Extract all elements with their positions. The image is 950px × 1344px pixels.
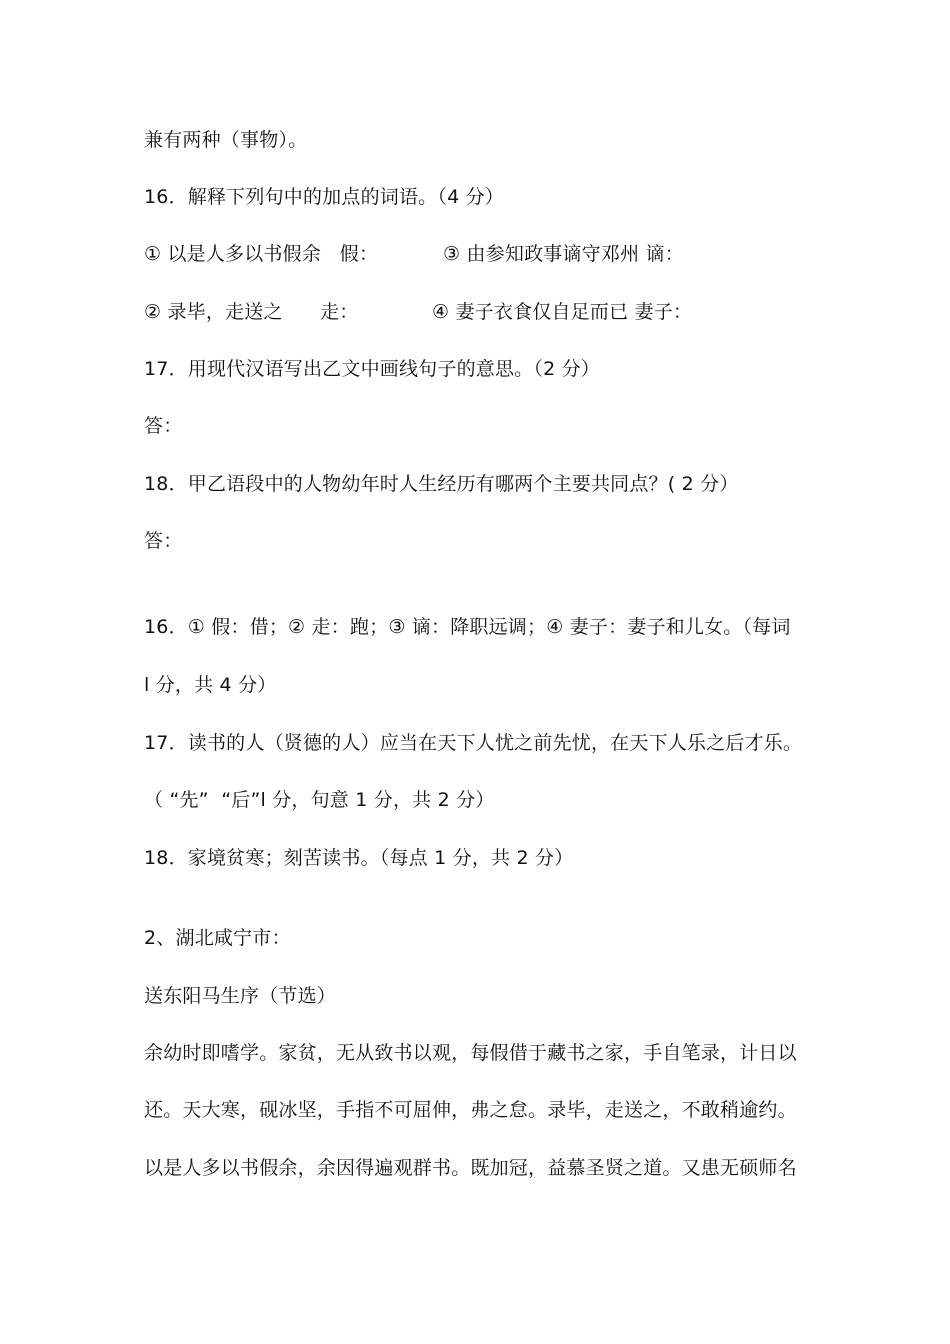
text-line: 兼有两种（事物）。 [144, 129, 308, 151]
passage-line: 余幼时即嗜学。家贫，无从致书以观，每假借于藏书之家，手自笔录，计日以 [144, 1042, 797, 1064]
passage-line: 还。天大寒，砚冰坚，手指不可屈伸，弗之怠。录毕，走送之，不敢稍逾约。 [144, 1099, 797, 1121]
question-18: 18．甲乙语段中的人物幼年时人生经历有哪两个主要共同点？( 2 分） [144, 473, 739, 495]
answer-16-cont: l 分，共 4 分） [144, 674, 277, 696]
answer-16: 16．① 假：借；② 走：跑；③ 谪：降职远调；④ 妻子：妻子和儿女。（每词 [144, 616, 791, 638]
question-16: 16．解释下列句中的加点的词语。（4 分） [144, 186, 505, 208]
passage-title: 送东阳马生序（节选） [144, 985, 337, 1007]
question-16-item-4: ④ 妻子衣食仅自足而已 妻子： [432, 301, 693, 323]
question-16-item-1: ① 以是人多以书假余 假： [144, 243, 379, 265]
section-heading: 2、湖北咸宁市： [144, 927, 291, 949]
answer-17-cont: （ “先” “后”l 分，句意 1 分，共 2 分） [144, 789, 495, 811]
answer-label-18: 答： [144, 530, 183, 552]
passage-line: 以是人多以书假余，余因得遍观群书。既加冠，益慕圣贤之道。又患无硕师名 [144, 1157, 797, 1179]
question-17: 17．用现代汉语写出乙文中画线句子的意思。（2 分） [144, 358, 601, 380]
answer-17: 17．读书的人（贤德的人）应当在天下人忧之前先忧，在天下人乐之后才乐。 [144, 732, 803, 754]
question-16-item-2: ② 录毕，走送之 走： [144, 301, 359, 323]
question-16-item-3: ③ 由参知政事谪守邓州 谪： [443, 243, 684, 265]
answer-label-17: 答： [144, 415, 183, 437]
answer-18: 18．家境贫寒；刻苦读书。（每点 1 分，共 2 分） [144, 847, 574, 869]
